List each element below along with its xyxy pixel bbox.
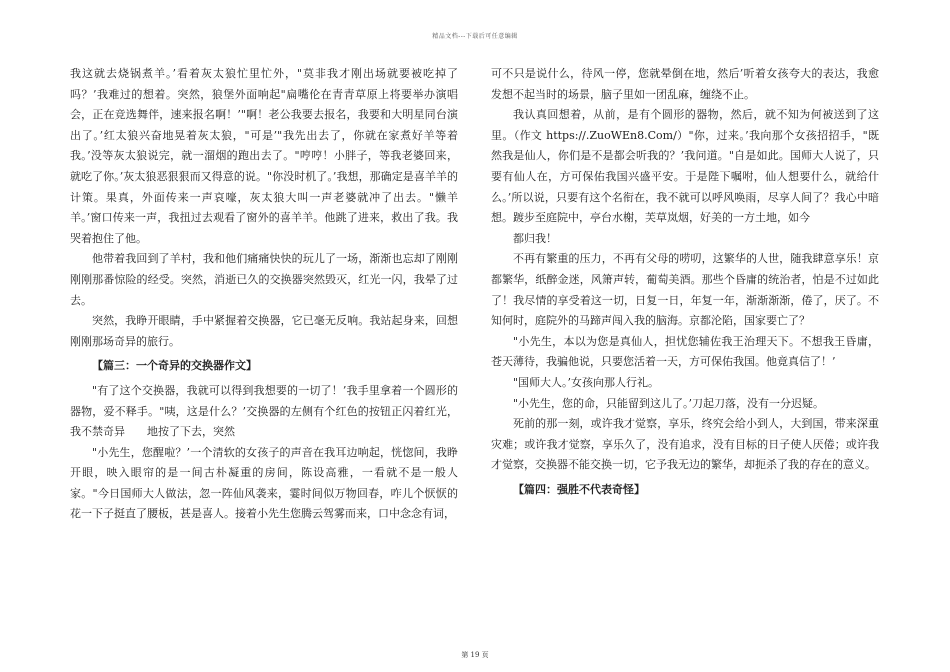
right-paragraph-3: 都归我！ [513, 231, 557, 245]
left-paragraph-4: "有了这个交换器，我就可以得到我想要的一切了！’我手里拿着一个圆形的器物，爱不释手。"咦，这是什么？’交换器的左侧有个红色的按钮正闪着红光，我不禁奇异 地按了下去，突然 [70, 383, 458, 439]
section-heading-3: 【篇三：一个奇异的交换器作文】 [92, 359, 257, 373]
right-paragraph-5: "小先生，本以为您是真仙人，担忧您辅佐我王治理天下。不想我王昏庸，苍天薄待，我骗他说，只要您活着一天，方可保佑我国。他竟真信了！’ [491, 334, 879, 369]
left-paragraph-2: 他带着我回到了羊村，我和他们痛痛快快的玩儿了一场，渐渐也忘却了刚刚刚刚那番惊险的经受。突然，消逝已久的交换器突然毁灭，红光一闪，我晕了过去。 [70, 252, 458, 307]
right-paragraph-8: 死前的那一刻，或许我才觉察，享乐，终究会给小到人，大到国，带来深重灾难；或许我才觉察，享乐久了，没有追求，没有目标的日子使人厌倦；或许我才觉察，交换器不能交换一切，它予我无边的繁华，却扼杀了我的存在的意义。 [491, 417, 879, 472]
right-paragraph-1: 可不只是说什么，待风一停，您就晕倒在地，然后’听着女孩夸大的表达，我愈发想不起当时的场景，脑子里如一团乱麻，缠绕不止。 [491, 67, 879, 101]
right-paragraph-4: 不再有繁重的压力，不再有父母的唠叨，这繁华的人世，随我肆意享乐！京都繁华，纸醉金迷，风箫声转，葡萄美酒。那些个昏庸的统治者，怕是不过如此了！我尽情的享受着这一切，日复一日，年复一年，渐渐渐渐，倦了，厌了。不知何时，庭院外的马蹄声闯入我的脑海。京都沦陷，国家要亡了？ [491, 252, 879, 328]
left-paragraph-1: 我这就去烧锅煮羊。’看着灰太狼忙里忙外，"莫非我才刚出场就要被吃掉了吗？’我难过的想着。突然，狼堡外面响起"扁嘴伦在青青草原上将要举办演唱会，正在竞选舞伴，速来报名啊！’"啊！老公我要去报名，我要和大明星同台演出了。’红太狼兴奋地晃着灰太狼，"可是’"我先出去了，你就在家煮好羊等着我。’没等灰太狼说完，就一溜烟的跑出去了。"哼哼！小胖子，等我老婆回来，就吃了你。’灰太狼恶狠狠而又得意的说。"你没时机了。’我想，那确定是喜羊羊的计策。果真，外面传来一声哀嚎，灰太狼大叫一声老婆就冲了出去。"懒羊羊。’窗口传来一声，我扭过去观看了窗外的喜羊羊。他跳了进来，救出了我。我哭着抱住了他。 [70, 67, 458, 245]
left-paragraph-3: 突然，我睁开眼睛，手中紧握着交换器，它已毫无反响。我站起身来，回想刚刚那场奇异的旅行。 [70, 314, 458, 348]
section-heading-4: 【篇四：强胜不代表奇怪】 [513, 482, 645, 496]
left-paragraph-5: "小先生，您醒啦？’一个清软的女孩子的声音在我耳边响起，恍惚间，我睁开眼，映入眼帘的是一间古朴凝重的房间，陈设高雅，一看就不是一般人家。"今日国师大人做法，忽一阵仙风袭来，霎时间似万物回春，咋儿个恹恹的花一下子挺直了腰板，甚是喜人。接着小先生您腾云驾雾而来，口中念念有词， [70, 445, 458, 521]
right-paragraph-6: "国师大人。’女孩向那人行礼。 [513, 375, 660, 389]
right-paragraph-7: "小先生，您的命，只能留到这儿了。’刀起刀落，没有一分迟疑。 [513, 396, 825, 410]
page-number: 第 19 页 [461, 651, 489, 659]
left-column [70, 64, 458, 525]
right-column [491, 64, 879, 504]
right-paragraph-2: 我认真回想着，从前，是有个圆形的器物，然后，就不知为何被送到了这里。（作文 https://.ZuoWEn8.Com/）"你，过来。’我向那个女孩招招手，"既然我是仙人，你们是不是都会听我的？’我问道。"自是如此。国师大人说了，只要有仙人在，方可保佑我国兴盛平安。于是陛下嘱咐，仙人想要什么，就给什么。’所以说，只要有这个名衔在，我不就可以呼风唤雨，尽享人间了？我心中暗想。踱步至庭院中，亭台水榭，芙草岚烟，好美的一方土地，如今 [491, 108, 879, 225]
page-header: 精品文档---下载后可任意编辑 [432, 33, 518, 40]
